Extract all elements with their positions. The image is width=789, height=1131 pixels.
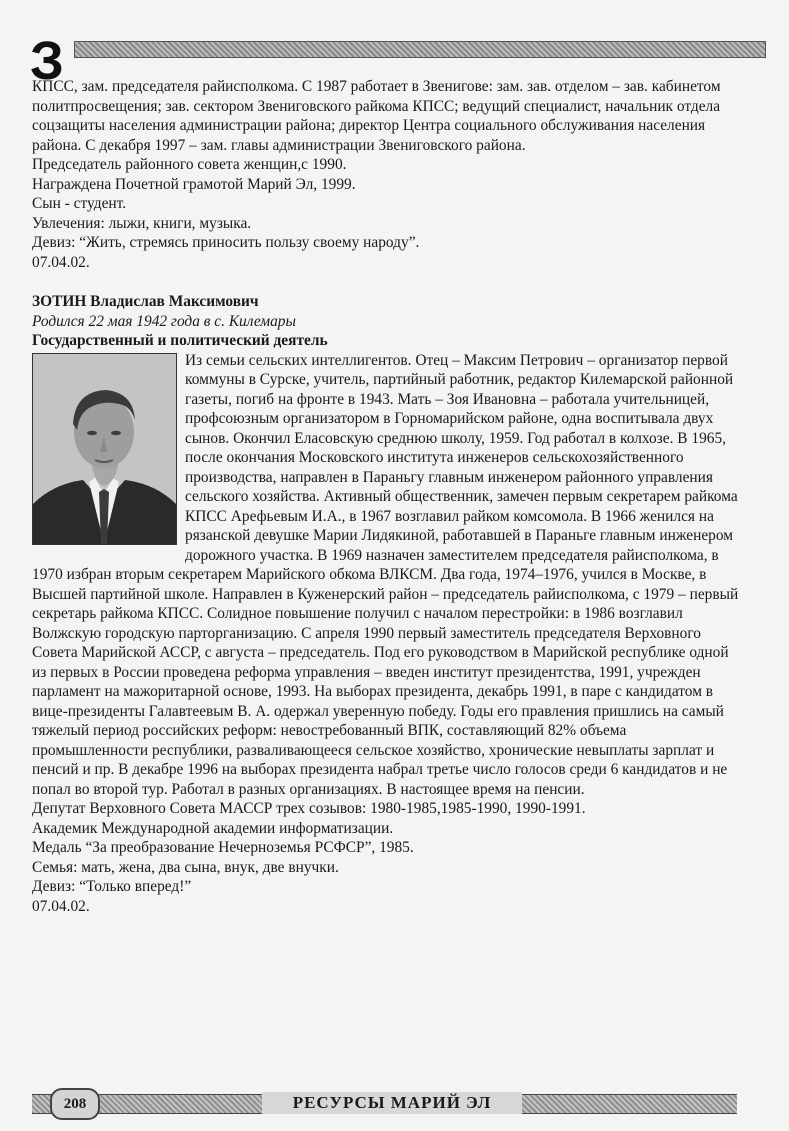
page-number: 208 (50, 1088, 100, 1120)
bio-main-text: Из семьи сельских интеллигентов. Отец – Максим Петрович – организатор первой коммуны в Сурске, учитель, партийный работник, редактор Килемарской районной газеты, погиб на фронте в 1943. Мать – Зоя Ивановна – работала учительницей, профсоюзным организатором в Горномарийском районе, одна воспитывала двух сынов. Окончил Еласовскую среднюю школу, 1959. Год работал в колхозе. В 1965, после окончания Московского института инженеров сельскохозяйственного производства, направлен в Параньгу главным инженером районного управления сельского хозяйства. Активный общественник, замечен первым секретарем райкома КПСС Арефьевым И.А., в 1967 возглавил райком комсомола. В 1966 женился на рязанской девушке Марии Лидякиной, работавшей в Параньге главным инженером дорожного участка. В 1969 назначен заместителем председателя райисполкома, в 1970 избран вторым секретарем Марийского обкома ВЛКСМ. Два года, 1974–1976, учился в Москве, в Высшей партийной школе. Направлен в Куженерский район – председатель райисполкома, с 1979 – первый секретарь райкома КПСС. Солидное повышение получил с началом перестройки: в 1986 возглавил Волжскую городскую парторганизацию. С апреля 1990 первый заместитель председателя Верховного Совета Марийской АССР, с августа – председатель. Под его руководством в Марийской республике одной из первых в России проведена реформа управления – введен институт президентства, 1991, учрежден парламент на мажоритарной основе, 1993. На выборах президента, декабрь 1991, в паре с кандидатом в вице-президенты Галавтеевым В. А. одержал уверенную победу. Годы его правления пришлись на самый тяжелый период российских реформ: невостребованный ВПК, составляющий 82% объема промышленности республики, разваливающееся сельское хозяйство, хронические невыплаты зарплат и пенсий и пр. В декабре 1996 на выборах президента набрал третье число голосов среди 6 кандидатов и не попал во второй тур. Работал в разных организациях. В настоящее время на пенсии. (32, 351, 739, 798)
previous-bio-continuation (32, 77, 744, 916)
header-decorative-stripe (74, 41, 766, 58)
bio-name: ЗОТИН Владислав Максимович (32, 293, 259, 310)
bio-medal: Медаль “За преобразование Нечерноземья РСФСР”, 1985. (32, 839, 414, 856)
top-paragraph-career: КПСС, зам. председателя райисполкома. С 1987 работает в Звенигове: зам. зав. отделом – зав. кабинетом политпросвещения; зав. сектором Звениговского райкома КПСС; ведущий специалист, начальник отдела соцзащиты населения администрации района; директор Центра социального обслуживания населения района. С декабря 1997 – зам. главы администрации Звениговского района. (32, 78, 721, 154)
bio-birth-info: Родился 22 мая 1942 года в с. Килемары (32, 312, 296, 330)
bio-entry-zotin (32, 292, 744, 916)
top-paragraph-date: 07.04.02. (32, 253, 90, 271)
bio-date: 07.04.02. (32, 897, 90, 915)
bio-deputy: Депутат Верховного Совета МАССР трех созывов: 1980-1985,1985-1990, 1990-1991. (32, 800, 586, 817)
top-paragraph-hobbies: Увлечения: лыжи, книги, музыка. (32, 214, 252, 232)
page-footer (32, 1088, 737, 1118)
top-paragraph-award: Награждена Почетной грамотой Марий Эл, 1999. (32, 175, 356, 193)
bio-academy: Академик Международной академии информатизации. (32, 819, 394, 837)
top-paragraph-women-council: Председатель районного совета женщин,с 1990. (32, 156, 347, 173)
portrait-photo (32, 353, 177, 545)
footer-title: РЕСУРСЫ МАРИЙ ЭЛ (262, 1092, 522, 1114)
top-paragraph-motto: Девиз: “Жить, стремясь приносить пользу своему народу”. (32, 234, 420, 251)
bio-motto: Девиз: “Только вперед!” (32, 878, 192, 895)
section-letter: З (30, 31, 64, 91)
bio-role: Государственный и политический деятель (32, 332, 328, 349)
top-paragraph-son: Сын - студент. (32, 195, 127, 212)
bio-family: Семья: мать, жена, два сына, внук, две внучки. (32, 858, 339, 876)
